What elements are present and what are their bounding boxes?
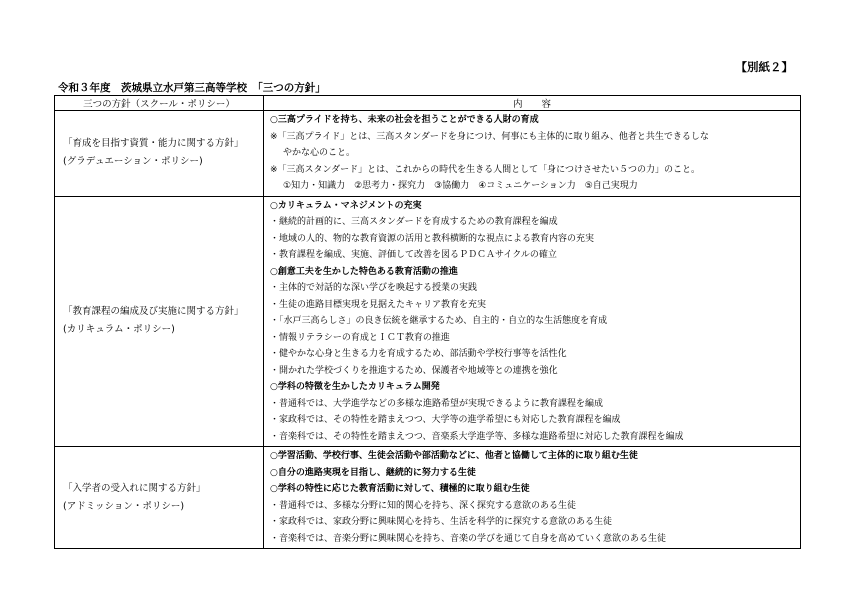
policy-category xyxy=(55,111,264,197)
content-heading: ○学習活動、学校行事、生徒会活動や部活動などに、他者と協働して主体的に取り組む生徒 xyxy=(270,451,638,461)
content-item: ・音楽科では、音楽分野に興味関心を持ち、音楽の学びを通じて自身を高めていく意欲のある生徒 xyxy=(270,533,667,544)
table-row xyxy=(55,111,801,197)
content-item: ・普通科では、多様な分野に知的関心を持ち、深く探究する意欲のある生徒 xyxy=(270,500,577,511)
content-item: ・教育課程を編成、実施、評価して改善を図るＰＤＣＡサイクルの確立 xyxy=(270,250,557,260)
policy-content xyxy=(264,196,801,447)
policy-category xyxy=(55,196,264,447)
document-title: 令和３年度 茨城県立水戸第三高等学校 「三つの方針」 xyxy=(58,82,326,94)
content-item: ・生徒の進路目標実現を見据えたキャリア教育を充実 xyxy=(270,299,487,310)
content-heading: ○カリキュラム・マネジメントの充実 xyxy=(270,200,422,211)
content-heading: ○創意工夫を生かした特色ある教育活動の推進 xyxy=(270,266,458,277)
content-item: ・開かれた学校づくりを推進するため、保護者や地域等との連携を強化 xyxy=(270,365,558,376)
content-item: ・継続的計画的に、三高スタンダードを育成するための教育課程を編成 xyxy=(270,217,558,227)
policy-table xyxy=(54,95,801,549)
table-row xyxy=(55,196,801,447)
content-item: ・家政科では、家政分野に興味関心を持ち、生活を科学的に探究する意欲のある生徒 xyxy=(270,517,613,527)
content-heading: ○学科の特徴を生かしたカリキュラム開発 xyxy=(270,382,440,392)
table-header-row xyxy=(55,96,801,111)
policy-name: 「入学者の受入れに関する方針」 xyxy=(63,482,206,494)
content-item: ・「水戸三高らしさ」の良き伝統を継承するため、自主的・自立的な生活態度を育成 xyxy=(270,316,608,326)
content-heading: ○自分の進路実現を目指し、継続的に努力する生徒 xyxy=(270,467,476,478)
header-policy: 三つの方針（スクール・ポリシー） xyxy=(55,96,264,111)
policy-category xyxy=(55,447,264,549)
content-item: ・家政科では、その特性を踏まえつつ、大学等の進学希望にも対応した教育課程を編成 xyxy=(270,415,621,425)
policy-name: 「教育課程の編成及び実施に関する方針」 xyxy=(63,306,244,318)
content-heading: ○学科の特性に応じた教育活動に対して、積極的に取り組む生徒 xyxy=(270,484,530,494)
content-item: ・普通科では、大学進学などの多様な進路希望が実現できるように教育課程を編成 xyxy=(270,398,604,409)
policy-subtitle: (グラデュエーション・ポリシー) xyxy=(63,156,203,168)
annex-label: 【別紙２】 xyxy=(735,60,793,74)
content-item: ・主体的で対話的な深い学びを喚起する授業の実践 xyxy=(270,283,478,293)
content-item: ・健やかな心身と生きる力を育成するため、部活動や学校行事等を活性化 xyxy=(270,349,567,359)
content-item: ・情報リテラシーの育成とＩＣＴ教育の推進 xyxy=(270,332,450,343)
content-item: ※「三高スタンダード」とは、これからの時代を生きる人間として「身につけさせたい５つの力」のこと。 xyxy=(270,164,701,175)
content-heading: ○三高プライドを持ち、未来の社会を担うことができる人財の育成 xyxy=(270,115,539,125)
policy-content xyxy=(264,447,801,549)
policy-subtitle: (アドミッション・ポリシー) xyxy=(63,500,185,512)
table-row xyxy=(55,447,801,549)
content-item: ①知力・知識力 ②思考力・探究力 ③協働力 ④コミュニケーション力 ⑤自己実現力 xyxy=(283,181,638,191)
policy-subtitle: (カリキュラム・ポリシー) xyxy=(63,324,175,336)
header-content: 内 容 xyxy=(264,96,801,111)
content-item: やかな心のこと。 xyxy=(283,148,356,158)
policy-name: 「育成を目指す資質・能力に関する方針」 xyxy=(63,138,244,150)
content-item: ※「三高プライド」とは、三高スタンダードを身につけ、何事にも主体的に取り組み、他者と共生できるしな xyxy=(270,131,709,142)
content-item: ・地域の人的、物的な教育資源の活用と教科横断的な視点による教育内容の充実 xyxy=(270,233,595,244)
content-item: ・音楽科では、その特性を踏まえつつ、音楽系大学進学等、多様な進路希望に対応した教育課程を編成 xyxy=(270,431,684,442)
policy-content xyxy=(264,111,801,197)
